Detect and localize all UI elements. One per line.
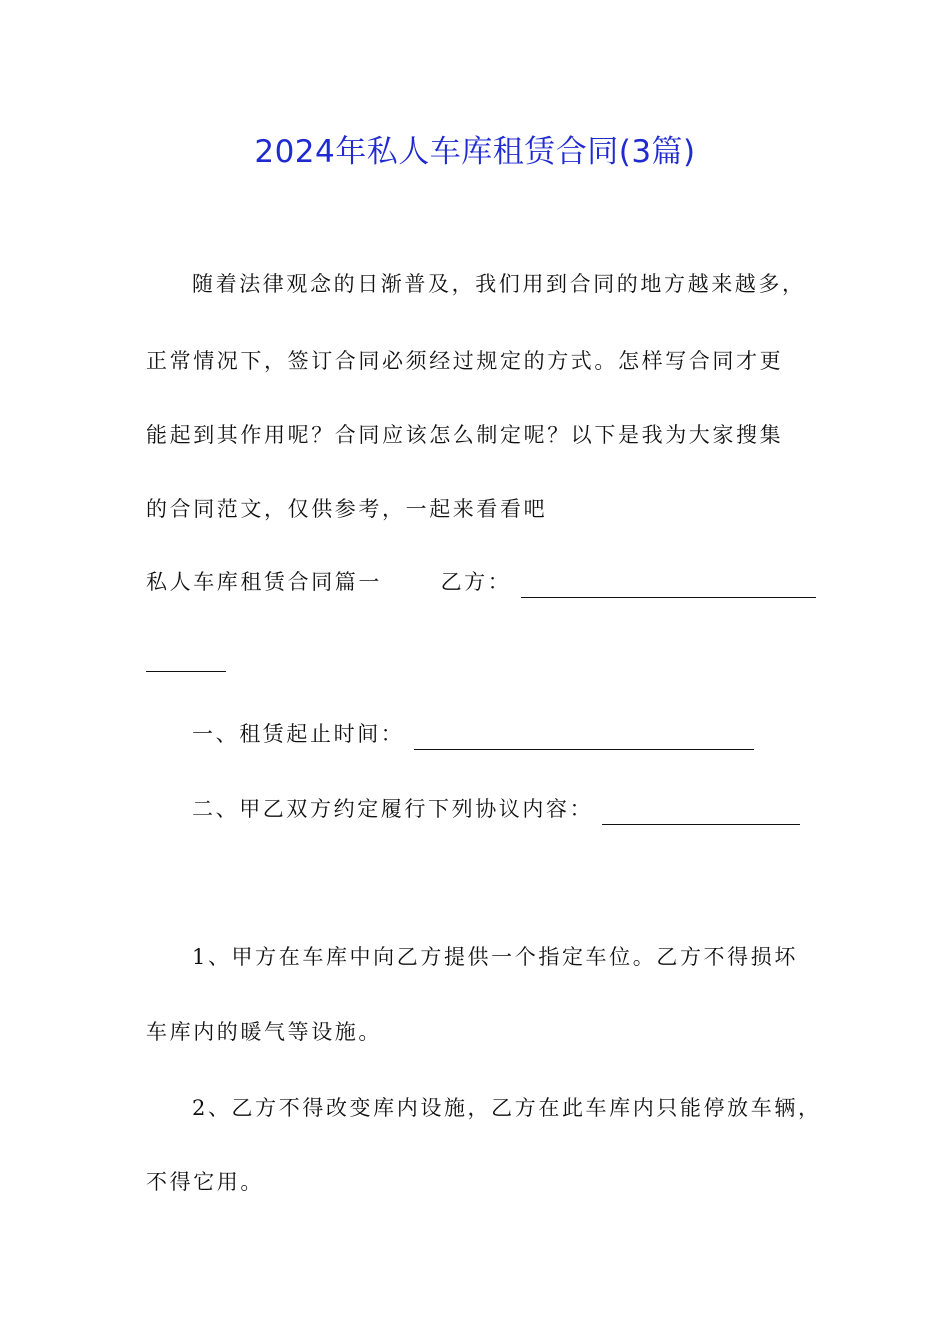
clause-term-blank <box>414 727 754 750</box>
party-b-blank-continued <box>146 649 226 672</box>
clause-term-label: 一、租赁起止时间： <box>192 722 405 746</box>
intro-line-2: 正常情况下，签订合同必须经过规定的方式。怎样写合同才更 <box>146 349 784 373</box>
intro-line-1: 随着法律观念的日渐普及，我们用到合同的地方越来越多， <box>192 272 806 296</box>
intro-line-4: 的合同范文，仅供参考，一起来看看吧 <box>146 497 548 521</box>
document-title: 2024年私人车库租赁合同(3篇) <box>254 134 696 170</box>
item-2-line-2: 不得它用。 <box>146 1170 264 1194</box>
section-heading-line <box>146 566 816 598</box>
item-1-line-1: 1、甲方在车库中向乙方提供一个指定车位。乙方不得损坏 <box>192 945 798 969</box>
party-b-label: 乙方： <box>440 570 512 594</box>
item-2-line-1: 2、乙方不得改变库内设施，乙方在此车库内只能停放车辆， <box>192 1096 822 1120</box>
party-b-blank-continued-line <box>146 640 226 672</box>
clause-agreement-blank <box>602 802 800 825</box>
item-1-line-2: 车库内的暖气等设施。 <box>146 1020 382 1044</box>
intro-line-3: 能起到其作用呢？合同应该怎么制定呢？以下是我为大家搜集 <box>146 423 784 447</box>
clause-term-line <box>192 718 754 750</box>
clause-agreement-label: 二、甲乙双方约定履行下列协议内容： <box>192 797 594 821</box>
clause-agreement-line <box>192 793 800 825</box>
section-heading: 私人车库租赁合同篇一 <box>146 570 382 594</box>
party-b-blank <box>521 575 816 598</box>
